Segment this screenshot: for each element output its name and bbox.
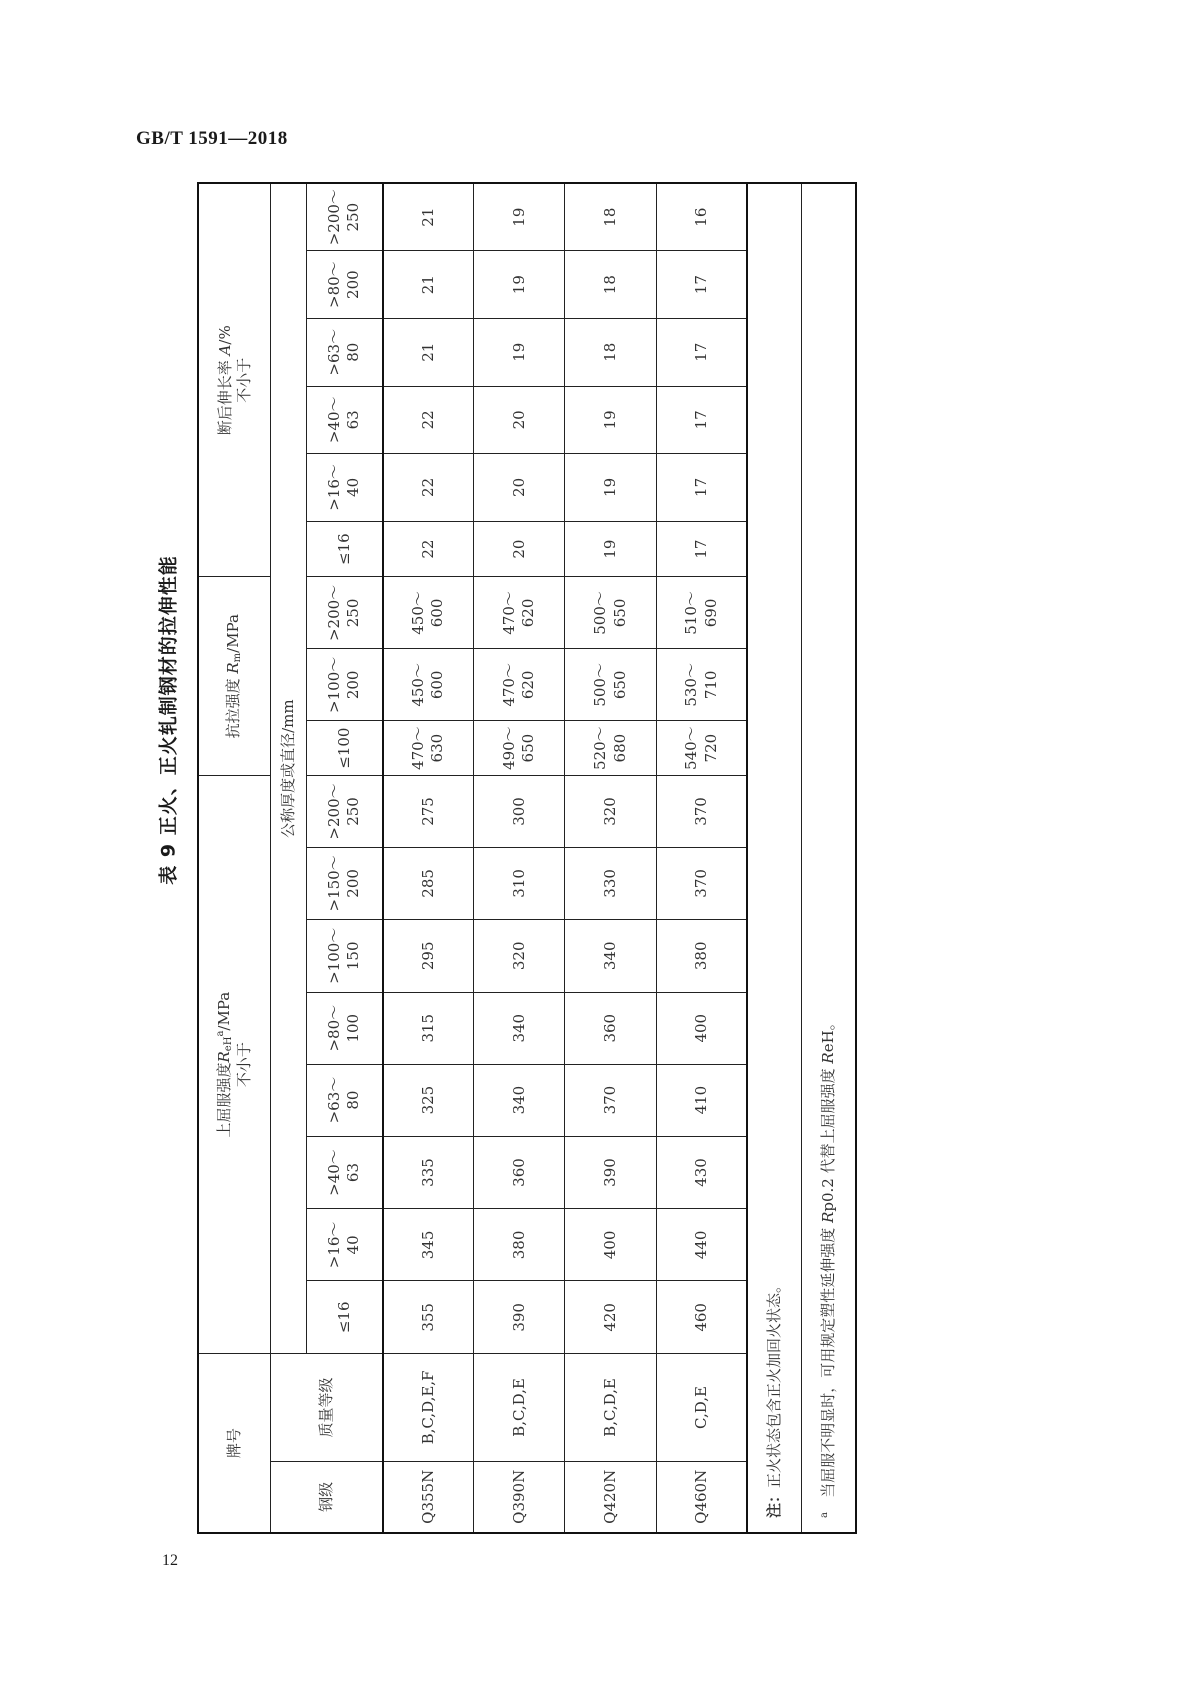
- range-start: ≤16: [334, 1301, 353, 1334]
- grade-header: 牌号: [198, 1354, 271, 1533]
- yield-range-header: [307, 1209, 383, 1281]
- yield-value-cell: 410: [656, 1064, 747, 1136]
- range-start: ≤100: [334, 727, 353, 769]
- footnote-sub-2: eH: [819, 1030, 838, 1053]
- range-end: 250: [344, 598, 363, 628]
- range-start: >63～: [324, 328, 343, 376]
- range-start: 450～: [408, 591, 427, 635]
- tensile-value-cell: [383, 649, 474, 721]
- yield-value-cell: 310: [474, 847, 565, 919]
- elong-value-cell: 17: [656, 251, 747, 319]
- footnote-cell: [802, 183, 856, 1533]
- range-start: 540～: [682, 726, 701, 770]
- quality-grade-cell: B,C,D,E,F: [383, 1354, 474, 1461]
- yield-value-cell: 320: [474, 919, 565, 992]
- note-cell: [747, 183, 801, 1533]
- range-end: 80: [344, 342, 363, 362]
- header-row-3: [307, 183, 383, 1533]
- range-end: 200: [344, 670, 363, 700]
- elong-value-cell: 17: [656, 386, 747, 454]
- yield-range-header: [307, 1064, 383, 1136]
- range-start: 530～: [682, 663, 701, 707]
- elong-value-cell: 18: [565, 318, 656, 386]
- range-start: 470～: [499, 663, 518, 707]
- range-end: 600: [428, 598, 447, 628]
- elong-value-cell: 21: [383, 251, 474, 319]
- yield-value-cell: 400: [565, 1209, 656, 1281]
- quality-grade-cell: B,C,D,E: [565, 1354, 656, 1461]
- elong-value-cell: 21: [383, 183, 474, 251]
- note-label: 注：: [765, 1487, 784, 1518]
- footnote-end: 。: [819, 1015, 838, 1031]
- range-start: 520～: [591, 726, 610, 770]
- tensile-value-cell: [474, 649, 565, 721]
- yield-value-cell: 340: [474, 1064, 565, 1136]
- range-end: 63: [344, 410, 363, 430]
- elong-unit: /%: [215, 325, 234, 345]
- range-start: 500～: [591, 591, 610, 635]
- tensile-value-cell: [565, 721, 656, 776]
- tensile-value-cell: [474, 721, 565, 776]
- yield-value-cell: 390: [474, 1281, 565, 1354]
- range-start: 510～: [682, 591, 701, 635]
- range-end: 80: [344, 1090, 363, 1110]
- rotated-table-container: [197, 182, 857, 1534]
- yield-note: 不小于: [235, 1042, 254, 1088]
- tensile-sub: m: [232, 652, 244, 663]
- yield-value-cell: 380: [474, 1209, 565, 1281]
- elong-value-cell: 19: [565, 521, 656, 577]
- elong-range-header: [307, 386, 383, 454]
- elong-value-cell: 19: [474, 251, 565, 319]
- range-end: 200: [344, 869, 363, 898]
- range-start: 450～: [408, 663, 427, 707]
- standard-id: GB/T 1591—2018: [136, 128, 288, 149]
- elong-value-cell: 20: [474, 386, 565, 454]
- range-start: >80～: [324, 1004, 343, 1052]
- steel-grade-cell: Q390N: [474, 1461, 565, 1533]
- note-row: [747, 183, 801, 1533]
- elong-range-header: [307, 183, 383, 251]
- yield-title: 上屈服强度: [214, 1062, 233, 1138]
- elong-value-cell: 20: [474, 454, 565, 522]
- elongation-header: [198, 183, 271, 577]
- yield-value-cell: 380: [656, 919, 747, 992]
- range-end: 680: [610, 733, 629, 763]
- yield-range-header: [307, 1281, 383, 1354]
- elong-value-cell: 19: [474, 183, 565, 251]
- elong-value-cell: 18: [565, 183, 656, 251]
- tensile-value-cell: [656, 577, 747, 649]
- table-caption: 表 9 正火、正火轧制钢材的拉伸性能: [157, 555, 180, 885]
- yield-value-cell: 315: [383, 992, 474, 1064]
- footnote-row: [802, 183, 856, 1533]
- tensile-value-cell: [656, 649, 747, 721]
- yield-range-header: [307, 992, 383, 1064]
- elong-value-cell: 19: [474, 318, 565, 386]
- yield-header: [198, 775, 271, 1353]
- elong-value-cell: 17: [656, 521, 747, 577]
- yield-value-cell: 420: [565, 1281, 656, 1354]
- yield-value-cell: 295: [383, 919, 474, 992]
- footnote-mark: a: [819, 1512, 831, 1518]
- yield-value-cell: 370: [565, 1064, 656, 1136]
- range-end: 250: [344, 202, 363, 232]
- range-end: 250: [344, 797, 363, 826]
- elong-symbol: A: [215, 344, 234, 356]
- tensile-value-cell: [565, 577, 656, 649]
- range-start: >100～: [324, 927, 343, 984]
- steel-header: 钢级: [271, 1461, 383, 1533]
- tensile-range-header: [307, 649, 383, 721]
- elong-value-cell: 16: [656, 183, 747, 251]
- range-end: 100: [344, 1013, 363, 1043]
- range-start: 470～: [499, 591, 518, 635]
- range-start: >200～: [324, 189, 343, 246]
- yield-range-header: [307, 1136, 383, 1209]
- yield-range-header: [307, 847, 383, 919]
- yield-value-cell: 390: [565, 1136, 656, 1209]
- range-end: 630: [428, 733, 447, 763]
- range-end: 650: [610, 670, 629, 700]
- table-row: [565, 183, 656, 1533]
- header-row-2: [271, 183, 307, 1533]
- yield-value-cell: 370: [656, 847, 747, 919]
- yield-value-cell: 320: [565, 775, 656, 847]
- yield-value-cell: 340: [474, 992, 565, 1064]
- range-end: 720: [701, 733, 720, 763]
- elong-value-cell: 20: [474, 521, 565, 577]
- quality-grade-cell: B,C,D,E: [474, 1354, 565, 1461]
- yield-symbol: R: [214, 1051, 233, 1063]
- range-start: >40～: [324, 396, 343, 444]
- yield-value-cell: 340: [565, 919, 656, 992]
- elong-value-cell: 17: [656, 318, 747, 386]
- table-row: [383, 183, 474, 1533]
- yield-value-cell: 300: [474, 775, 565, 847]
- elong-value-cell: 19: [565, 386, 656, 454]
- yield-range-header: [307, 775, 383, 847]
- tensile-value-cell: [565, 649, 656, 721]
- range-start: 500～: [591, 663, 610, 707]
- elong-range-header: [307, 251, 383, 319]
- tensile-properties-table: [197, 182, 857, 1534]
- elong-value-cell: 17: [656, 454, 747, 522]
- elong-value-cell: 18: [565, 251, 656, 319]
- range-end: 620: [519, 670, 538, 700]
- yield-range-header: [307, 919, 383, 992]
- range-start: >16～: [324, 464, 343, 511]
- elong-range-header: [307, 521, 383, 577]
- yield-value-cell: 330: [565, 847, 656, 919]
- footnote-text-2: 代替上屈服强度: [819, 1068, 838, 1174]
- elong-value-cell: 22: [383, 454, 474, 522]
- range-end: 200: [344, 270, 363, 299]
- note-text: 正火状态包含正火加回火状态。: [765, 1277, 784, 1488]
- range-end: 600: [428, 670, 447, 700]
- quality-grade-cell: C,D,E: [656, 1354, 747, 1461]
- tensile-value-cell: [656, 721, 747, 776]
- yield-value-cell: 460: [656, 1281, 747, 1354]
- footnote-symbol-2: R: [819, 1052, 838, 1064]
- elong-title: 断后伸长率: [215, 360, 234, 436]
- tensile-value-cell: [474, 577, 565, 649]
- yield-value-cell: 360: [565, 992, 656, 1064]
- yield-value-cell: 370: [656, 775, 747, 847]
- range-start: >80～: [324, 261, 343, 308]
- range-start: >200～: [324, 783, 343, 840]
- range-end: 40: [344, 477, 363, 497]
- range-end: 63: [344, 1162, 363, 1183]
- range-start: ≤16: [334, 533, 353, 565]
- yield-value-cell: 285: [383, 847, 474, 919]
- yield-value-cell: 430: [656, 1136, 747, 1209]
- elong-value-cell: 22: [383, 521, 474, 577]
- range-start: >40～: [324, 1149, 343, 1196]
- elong-value-cell: 22: [383, 386, 474, 454]
- range-end: 150: [344, 941, 363, 971]
- elong-value-cell: 19: [565, 454, 656, 522]
- tensile-range-header: [307, 577, 383, 649]
- elong-range-header: [307, 318, 383, 386]
- steel-grade-cell: Q460N: [656, 1461, 747, 1533]
- range-start: >200～: [324, 584, 343, 642]
- yield-value-cell: 360: [474, 1136, 565, 1209]
- tensile-title: 抗拉强度: [224, 678, 243, 739]
- range-end: 40: [344, 1235, 363, 1255]
- yield-value-cell: 355: [383, 1281, 474, 1354]
- range-start: 490～: [499, 726, 518, 770]
- range-end: 650: [519, 733, 538, 763]
- steel-grade-cell: Q355N: [383, 1461, 474, 1533]
- footnote-symbol: R: [819, 1211, 838, 1223]
- tensile-symbol: R: [224, 662, 243, 674]
- yield-value-cell: 335: [383, 1136, 474, 1209]
- yield-unit: /MPa: [214, 991, 233, 1031]
- range-start: >16～: [324, 1221, 343, 1269]
- yield-sub: eH: [222, 1036, 234, 1052]
- tensile-value-cell: [383, 577, 474, 649]
- elong-note: 不小于: [234, 357, 253, 403]
- steel-grade-cell: Q420N: [565, 1461, 656, 1533]
- range-end: 690: [701, 598, 720, 628]
- thickness-header: 公称厚度或直径/mm: [271, 183, 307, 1354]
- range-start: >100～: [324, 656, 343, 713]
- range-start: 470～: [408, 726, 427, 770]
- table-row: [474, 183, 565, 1533]
- range-end: 710: [701, 670, 720, 700]
- range-start: >63～: [324, 1076, 343, 1124]
- elong-value-cell: 21: [383, 318, 474, 386]
- elong-range-header: [307, 454, 383, 522]
- yield-value-cell: 345: [383, 1209, 474, 1281]
- page-number: 12: [162, 1552, 178, 1569]
- yield-value-cell: 275: [383, 775, 474, 847]
- yield-value-cell: 325: [383, 1064, 474, 1136]
- yield-value-cell: 440: [656, 1209, 747, 1281]
- yield-value-cell: 400: [656, 992, 747, 1064]
- table-row: [656, 183, 747, 1533]
- range-end: 650: [610, 598, 629, 628]
- table-wrapper: [197, 182, 857, 1534]
- header-row-1: [198, 183, 271, 1533]
- tensile-header: [198, 577, 271, 775]
- yield-sup: a: [214, 1030, 226, 1037]
- tensile-unit: /MPa: [224, 614, 243, 653]
- footnote-sub: p0.2: [819, 1178, 838, 1212]
- tensile-value-cell: [383, 721, 474, 776]
- range-start: >150～: [324, 855, 343, 912]
- tensile-range-header: [307, 721, 383, 776]
- footnote-text-1: 当屈服不明显时，可用规定塑性延伸强度: [819, 1227, 838, 1498]
- range-end: 620: [519, 598, 538, 628]
- quality-header: 质量等级: [271, 1354, 383, 1461]
